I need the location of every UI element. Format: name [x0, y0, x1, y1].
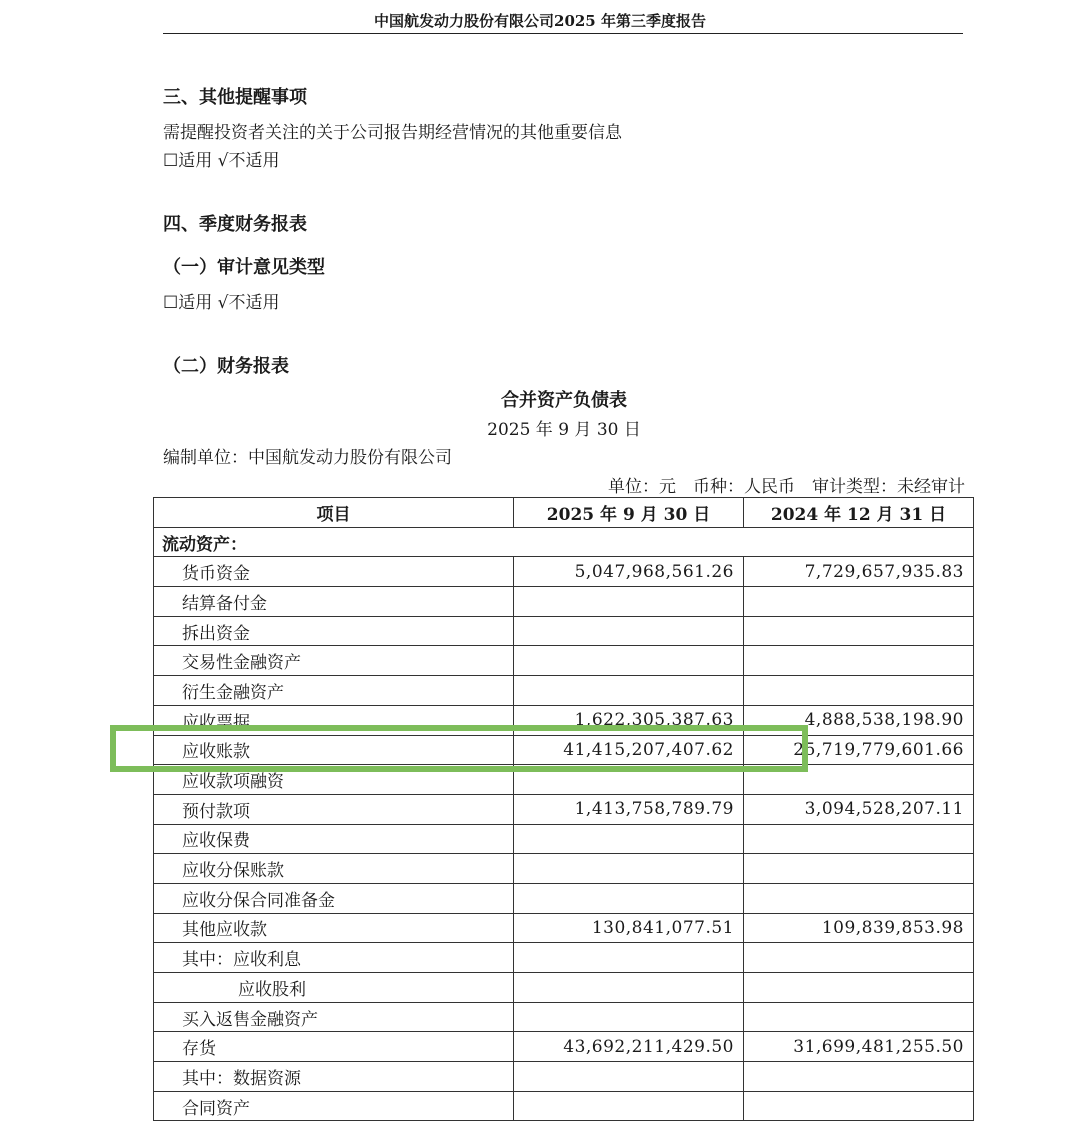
preparing-entity: 编制单位：中国航发动力股份有限公司 [163, 448, 452, 468]
row-value-2025 [514, 883, 744, 913]
row-value-2024: 4,888,538,198.90 [744, 705, 974, 735]
section3-heading: 三、其他提醒事项 [163, 87, 307, 108]
section3-option: ☐适用 √不适用 [163, 151, 280, 171]
row-item-label: 预付款项 [154, 794, 514, 824]
row-value-2025 [514, 587, 744, 617]
table-row [154, 943, 974, 973]
table-row [154, 1002, 974, 1032]
row-item-label: 其中：应收利息 [154, 943, 514, 973]
row-item-label: 买入返售金融资产 [154, 1002, 514, 1032]
row-item-label: 应收保费 [154, 824, 514, 854]
row-item-label: 衍生金融资产 [154, 676, 514, 706]
row-value-2025: 5,047,968,561.26 [514, 557, 744, 587]
row-value-2025 [514, 943, 744, 973]
balance-sheet-table [153, 497, 974, 1121]
section-label: 流动资产： [154, 527, 974, 557]
audit-opinion-subheading: （一）审计意见类型 [163, 257, 325, 278]
row-value-2025 [514, 646, 744, 676]
row-value-2024 [744, 973, 974, 1003]
row-value-2025: 1,413,758,789.79 [514, 794, 744, 824]
row-value-2025: 41,415,207,407.62 [514, 735, 744, 765]
row-item-label: 存货 [154, 1032, 514, 1062]
table-row [154, 913, 974, 943]
row-value-2024 [744, 824, 974, 854]
row-value-2024 [744, 1091, 974, 1121]
table-row [154, 557, 974, 587]
table-row [154, 794, 974, 824]
table-row [154, 1091, 974, 1121]
table-row [154, 587, 974, 617]
table-row [154, 616, 974, 646]
row-value-2025 [514, 973, 744, 1003]
statement-date: 2025 年 9 月 30 日 [487, 420, 641, 440]
table-row [154, 1062, 974, 1092]
row-value-2024: 109,839,853.98 [744, 913, 974, 943]
row-value-2025 [514, 1091, 744, 1121]
row-value-2024 [744, 676, 974, 706]
row-value-2024 [744, 854, 974, 884]
table-row [154, 676, 974, 706]
row-value-2025 [514, 616, 744, 646]
row-item-label: 应收款项融资 [154, 765, 514, 795]
row-item-label: 应收分保合同准备金 [154, 883, 514, 913]
row-value-2024: 31,699,481,255.50 [744, 1032, 974, 1062]
section-row-current-assets [154, 527, 974, 557]
financial-statements-subheading: （二）财务报表 [163, 356, 289, 377]
table-row [154, 824, 974, 854]
row-item-label: 交易性金融资产 [154, 646, 514, 676]
table-row [154, 1032, 974, 1062]
row-item-label: 应收票据 [154, 705, 514, 735]
row-value-2024 [744, 646, 974, 676]
row-item-label: 应收股利 [154, 973, 514, 1003]
row-value-2025 [514, 1062, 744, 1092]
row-value-2024 [744, 1002, 974, 1032]
row-value-2025 [514, 676, 744, 706]
row-item-label: 货币资金 [154, 557, 514, 587]
header-divider [163, 33, 963, 34]
audit-opinion-option: ☐适用 √不适用 [163, 293, 280, 313]
table-row [154, 883, 974, 913]
row-value-2024: 7,729,657,935.83 [744, 557, 974, 587]
row-value-2024: 25,719,779,601.66 [744, 735, 974, 765]
row-value-2024 [744, 1062, 974, 1092]
unit-currency-line: 单位：元 币种：人民币 审计类型：未经审计 [608, 477, 965, 497]
row-item-label: 拆出资金 [154, 616, 514, 646]
row-item-label: 合同资产 [154, 1091, 514, 1121]
table-row [154, 854, 974, 884]
section3-text: 需提醒投资者关注的关于公司报告期经营情况的其他重要信息 [163, 123, 622, 143]
row-value-2025 [514, 854, 744, 884]
row-value-2024 [744, 943, 974, 973]
header-item: 项目 [154, 498, 514, 528]
report-header-title: 中国航发动力股份有限公司2025 年第三季度报告 [374, 12, 706, 30]
header-2025: 2025 年 9 月 30 日 [514, 498, 744, 528]
row-value-2025: 130,841,077.51 [514, 913, 744, 943]
table-row [154, 646, 974, 676]
section4-heading: 四、季度财务报表 [163, 214, 307, 235]
row-value-2024 [744, 616, 974, 646]
statement-title: 合并资产负债表 [501, 390, 627, 411]
row-value-2025 [514, 824, 744, 854]
row-value-2025: 43,692,211,429.50 [514, 1032, 744, 1062]
row-item-label: 其中：数据资源 [154, 1062, 514, 1092]
table-row [154, 973, 974, 1003]
table-header-row [154, 498, 974, 528]
highlight-box [110, 725, 808, 772]
row-item-label: 其他应收款 [154, 913, 514, 943]
header-2024: 2024 年 12 月 31 日 [744, 498, 974, 528]
row-value-2025 [514, 1002, 744, 1032]
row-item-label: 应收分保账款 [154, 854, 514, 884]
row-value-2025: 1,622,305,387.63 [514, 705, 744, 735]
row-value-2024: 3,094,528,207.11 [744, 794, 974, 824]
row-item-label: 结算备付金 [154, 587, 514, 617]
row-value-2024 [744, 587, 974, 617]
row-item-label: 应收账款 [154, 735, 514, 765]
row-value-2024 [744, 883, 974, 913]
